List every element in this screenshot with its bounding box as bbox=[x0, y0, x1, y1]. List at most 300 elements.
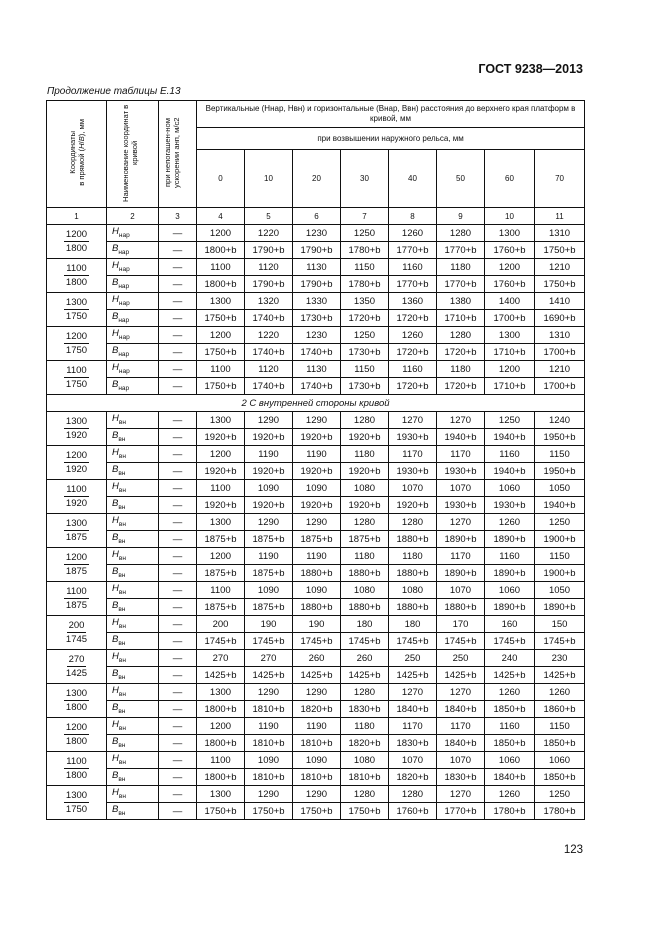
value-cell: 1740+b bbox=[245, 310, 293, 327]
coordinate-b: 1800 bbox=[65, 736, 88, 747]
value-cell: 1070 bbox=[389, 752, 437, 769]
value-cell: 1290 bbox=[293, 786, 341, 803]
value-cell: 1060 bbox=[485, 480, 535, 497]
value-cell: 1750+b bbox=[197, 378, 245, 395]
table-row bbox=[47, 293, 585, 310]
column-number: 7 bbox=[341, 208, 389, 225]
value-cell: 1740+b bbox=[293, 344, 341, 361]
value-cell: 1740+b bbox=[293, 378, 341, 395]
value-cell: 1710+b bbox=[485, 378, 535, 395]
value-cell: 1260 bbox=[485, 514, 535, 531]
column-number: 10 bbox=[485, 208, 535, 225]
coordinate-symbol: $H_{вн}$ bbox=[107, 412, 159, 429]
value-cell: 1745+b bbox=[197, 633, 245, 650]
value-cell: 1180 bbox=[341, 718, 389, 735]
value-cell: 1190 bbox=[245, 548, 293, 565]
value-cell: 260 bbox=[293, 650, 341, 667]
value-cell: 1800+b bbox=[197, 735, 245, 752]
value-cell: 260 bbox=[341, 650, 389, 667]
table-row bbox=[47, 531, 585, 548]
value-cell: 1940+b bbox=[535, 497, 585, 514]
value-cell: 1120 bbox=[245, 361, 293, 378]
value-cell: 1950+b bbox=[535, 463, 585, 480]
acceleration-cell: — bbox=[159, 616, 197, 633]
coordinate-cell bbox=[47, 514, 107, 548]
acceleration-cell: — bbox=[159, 752, 197, 769]
value-cell: 1700+b bbox=[535, 344, 585, 361]
value-cell: 1810+b bbox=[293, 769, 341, 786]
header-subgroup-title: при возвышении наружного рельса, мм bbox=[197, 128, 585, 150]
value-cell: 1160 bbox=[485, 548, 535, 565]
value-cell: 180 bbox=[389, 616, 437, 633]
elevation-header: 60 bbox=[485, 150, 535, 208]
value-cell: 1800+b bbox=[197, 242, 245, 259]
value-cell: 1330 bbox=[293, 293, 341, 310]
acceleration-cell: — bbox=[159, 344, 197, 361]
table-row bbox=[47, 548, 585, 565]
value-cell: 1790+b bbox=[293, 242, 341, 259]
table-row bbox=[47, 514, 585, 531]
value-cell: 1210 bbox=[535, 259, 585, 276]
value-cell: 1380 bbox=[437, 293, 485, 310]
table-row bbox=[47, 310, 585, 327]
table-row bbox=[47, 599, 585, 616]
value-cell: 1890+b bbox=[437, 565, 485, 582]
elevation-header: 10 bbox=[245, 150, 293, 208]
coordinate-cell bbox=[47, 446, 107, 480]
coordinate-h: 1200 bbox=[65, 722, 88, 733]
value-cell: 1875+b bbox=[293, 531, 341, 548]
value-cell: 1880+b bbox=[293, 565, 341, 582]
value-cell: 1170 bbox=[437, 446, 485, 463]
coordinate-symbol: $H_{вн}$ bbox=[107, 718, 159, 735]
coordinate-h: 1100 bbox=[66, 484, 87, 495]
value-cell: 1890+b bbox=[485, 599, 535, 616]
acceleration-cell: — bbox=[159, 769, 197, 786]
table-row bbox=[47, 616, 585, 633]
coordinate-symbol: $H_{нар}$ bbox=[107, 293, 159, 310]
value-cell: 1300 bbox=[197, 786, 245, 803]
value-cell: 1720+b bbox=[389, 344, 437, 361]
value-cell: 1240 bbox=[535, 412, 585, 429]
value-cell: 1745+b bbox=[245, 633, 293, 650]
value-cell: 1150 bbox=[535, 718, 585, 735]
coordinate-symbol: $H_{нар}$ bbox=[107, 327, 159, 344]
value-cell: 1230 bbox=[293, 327, 341, 344]
acceleration-cell: — bbox=[159, 259, 197, 276]
value-cell: 230 bbox=[535, 650, 585, 667]
acceleration-cell: — bbox=[159, 446, 197, 463]
value-cell: 1425+b bbox=[245, 667, 293, 684]
coordinate-symbol: $H_{вн}$ bbox=[107, 684, 159, 701]
table-row bbox=[47, 259, 585, 276]
value-cell: 1770+b bbox=[389, 276, 437, 293]
value-cell: 1745+b bbox=[485, 633, 535, 650]
value-cell: 1270 bbox=[437, 786, 485, 803]
value-cell: 1290 bbox=[245, 514, 293, 531]
value-cell: 1060 bbox=[535, 752, 585, 769]
coordinate-b: 1920 bbox=[65, 498, 88, 509]
value-cell: 270 bbox=[245, 650, 293, 667]
acceleration-cell: — bbox=[159, 327, 197, 344]
acceleration-cell: — bbox=[159, 361, 197, 378]
column-number: 8 bbox=[389, 208, 437, 225]
value-cell: 1880+b bbox=[341, 599, 389, 616]
coordinate-symbol: $H_{вн}$ bbox=[107, 650, 159, 667]
value-cell: 1090 bbox=[245, 480, 293, 497]
elevation-header: 0 bbox=[197, 150, 245, 208]
value-cell: 1920+b bbox=[197, 497, 245, 514]
value-cell: 1170 bbox=[437, 548, 485, 565]
value-cell: 1875+b bbox=[197, 531, 245, 548]
value-cell: 1750+b bbox=[535, 276, 585, 293]
value-cell: 1745+b bbox=[341, 633, 389, 650]
value-cell: 1100 bbox=[197, 361, 245, 378]
value-cell: 1250 bbox=[535, 786, 585, 803]
value-cell: 1720+b bbox=[389, 310, 437, 327]
value-cell: 1180 bbox=[437, 259, 485, 276]
coordinate-symbol: $B_{нар}$ bbox=[107, 378, 159, 395]
header-group-title: Вертикальные (Hнар, Hвн) и горизонтальные (Внар, Ввн) расстояния до верхнего края платформ в кривой, мм bbox=[197, 101, 585, 128]
value-cell: 1940+b bbox=[437, 429, 485, 446]
value-cell: 1180 bbox=[341, 446, 389, 463]
value-cell: 1090 bbox=[245, 582, 293, 599]
value-cell: 1810+b bbox=[245, 735, 293, 752]
acceleration-cell: — bbox=[159, 548, 197, 565]
value-cell: 1300 bbox=[197, 684, 245, 701]
value-cell: 1880+b bbox=[389, 565, 437, 582]
value-cell: 1290 bbox=[293, 684, 341, 701]
value-cell: 1290 bbox=[293, 514, 341, 531]
coordinate-symbol: $H_{вн}$ bbox=[107, 752, 159, 769]
value-cell: 1830+b bbox=[341, 701, 389, 718]
column-number: 1 bbox=[47, 208, 107, 225]
value-cell: 1250 bbox=[341, 327, 389, 344]
value-cell: 1920+b bbox=[245, 429, 293, 446]
table-row bbox=[47, 446, 585, 463]
value-cell: 1070 bbox=[437, 480, 485, 497]
value-cell: 1700+b bbox=[485, 310, 535, 327]
value-cell: 1760+b bbox=[485, 242, 535, 259]
coordinate-symbol: $H_{вн}$ bbox=[107, 480, 159, 497]
acceleration-cell: — bbox=[159, 293, 197, 310]
value-cell: 1150 bbox=[535, 548, 585, 565]
value-cell: 1280 bbox=[389, 786, 437, 803]
value-cell: 1770+b bbox=[389, 242, 437, 259]
coordinate-symbol: $B_{вн}$ bbox=[107, 769, 159, 786]
value-cell: 1300 bbox=[197, 514, 245, 531]
value-cell: 1920+b bbox=[197, 429, 245, 446]
value-cell: 1830+b bbox=[437, 769, 485, 786]
section-row bbox=[47, 395, 585, 412]
coordinate-h: 1100 bbox=[66, 365, 87, 376]
document-code: ГОСТ 9238—2013 bbox=[478, 62, 583, 76]
coordinate-h: 1300 bbox=[65, 518, 88, 529]
coordinate-symbol: $B_{вн}$ bbox=[107, 599, 159, 616]
value-cell: 1160 bbox=[485, 718, 535, 735]
value-cell: 1875+b bbox=[197, 565, 245, 582]
coordinate-b: 1875 bbox=[65, 532, 88, 543]
coordinate-symbol: $B_{вн}$ bbox=[107, 667, 159, 684]
value-cell: 1270 bbox=[389, 684, 437, 701]
table-row bbox=[47, 582, 585, 599]
value-cell: 250 bbox=[437, 650, 485, 667]
value-cell: 1300 bbox=[197, 412, 245, 429]
coordinate-cell bbox=[47, 548, 107, 582]
coordinate-symbol: $B_{вн}$ bbox=[107, 429, 159, 446]
value-cell: 1745+b bbox=[293, 633, 341, 650]
table-row bbox=[47, 429, 585, 446]
value-cell: 160 bbox=[485, 616, 535, 633]
coordinate-b: 1800 bbox=[65, 702, 88, 713]
value-cell: 1190 bbox=[293, 548, 341, 565]
value-cell: 1425+b bbox=[389, 667, 437, 684]
value-cell: 1930+b bbox=[389, 429, 437, 446]
value-cell: 1250 bbox=[341, 225, 389, 242]
coordinate-symbol: $H_{вн}$ bbox=[107, 786, 159, 803]
table-row bbox=[47, 565, 585, 582]
value-cell: 1350 bbox=[341, 293, 389, 310]
value-cell: 1875+b bbox=[245, 599, 293, 616]
coordinate-b: 1800 bbox=[65, 243, 88, 254]
acceleration-cell: — bbox=[159, 667, 197, 684]
acceleration-cell: — bbox=[159, 531, 197, 548]
value-cell: 1750+b bbox=[245, 803, 293, 820]
value-cell: 1080 bbox=[341, 582, 389, 599]
value-cell: 1200 bbox=[197, 446, 245, 463]
value-cell: 1750+b bbox=[197, 803, 245, 820]
value-cell: 190 bbox=[293, 616, 341, 633]
value-cell: 1200 bbox=[485, 259, 535, 276]
value-cell: 1425+b bbox=[437, 667, 485, 684]
value-cell: 1200 bbox=[197, 225, 245, 242]
value-cell: 1875+b bbox=[341, 531, 389, 548]
table-row bbox=[47, 752, 585, 769]
value-cell: 1190 bbox=[245, 446, 293, 463]
value-cell: 1800+b bbox=[197, 276, 245, 293]
table-row bbox=[47, 667, 585, 684]
value-cell: 1880+b bbox=[437, 599, 485, 616]
value-cell: 1090 bbox=[293, 752, 341, 769]
value-cell: 1100 bbox=[197, 752, 245, 769]
value-cell: 1745+b bbox=[389, 633, 437, 650]
value-cell: 1280 bbox=[437, 225, 485, 242]
value-cell: 1130 bbox=[293, 361, 341, 378]
coordinate-b: 1425 bbox=[65, 668, 88, 679]
value-cell: 1090 bbox=[245, 752, 293, 769]
acceleration-cell: — bbox=[159, 225, 197, 242]
coordinate-symbol: $H_{вн}$ bbox=[107, 582, 159, 599]
acceleration-cell: — bbox=[159, 565, 197, 582]
value-cell: 1875+b bbox=[197, 599, 245, 616]
coordinate-cell bbox=[47, 650, 107, 684]
coordinate-b: 1920 bbox=[65, 430, 88, 441]
value-cell: 1260 bbox=[485, 786, 535, 803]
value-cell: 1850+b bbox=[485, 735, 535, 752]
value-cell: 1740+b bbox=[245, 378, 293, 395]
value-cell: 1425+b bbox=[341, 667, 389, 684]
value-cell: 1760+b bbox=[485, 276, 535, 293]
value-cell: 1080 bbox=[389, 582, 437, 599]
value-cell: 1310 bbox=[535, 225, 585, 242]
coordinate-cell bbox=[47, 684, 107, 718]
elevation-header: 70 bbox=[535, 150, 585, 208]
value-cell: 1100 bbox=[197, 259, 245, 276]
value-cell: 1300 bbox=[485, 225, 535, 242]
coordinate-h: 1300 bbox=[65, 416, 88, 427]
value-cell: 1320 bbox=[245, 293, 293, 310]
value-cell: 1750+b bbox=[535, 242, 585, 259]
value-cell: 1690+b bbox=[535, 310, 585, 327]
value-cell: 1920+b bbox=[389, 497, 437, 514]
value-cell: 1090 bbox=[293, 582, 341, 599]
value-cell: 1290 bbox=[245, 412, 293, 429]
value-cell: 1300 bbox=[485, 327, 535, 344]
value-cell: 1810+b bbox=[245, 701, 293, 718]
value-cell: 1840+b bbox=[437, 735, 485, 752]
value-cell: 1425+b bbox=[535, 667, 585, 684]
value-cell: 1180 bbox=[341, 548, 389, 565]
coordinate-b: 1800 bbox=[65, 277, 88, 288]
value-cell: 1200 bbox=[197, 718, 245, 735]
value-cell: 1170 bbox=[389, 718, 437, 735]
value-cell: 1860+b bbox=[535, 701, 585, 718]
value-cell: 1920+b bbox=[341, 463, 389, 480]
value-cell: 1930+b bbox=[437, 463, 485, 480]
value-cell: 1180 bbox=[389, 548, 437, 565]
value-cell: 1160 bbox=[389, 259, 437, 276]
value-cell: 1820+b bbox=[389, 769, 437, 786]
coordinate-symbol: $H_{нар}$ bbox=[107, 361, 159, 378]
value-cell: 1280 bbox=[341, 412, 389, 429]
table-row bbox=[47, 242, 585, 259]
value-cell: 1300 bbox=[197, 293, 245, 310]
header-acceleration: при непогашен-ном ускорении aнп, м/с2 bbox=[159, 101, 197, 208]
coordinate-symbol: $B_{вн}$ bbox=[107, 531, 159, 548]
coordinate-symbol: $H_{вн}$ bbox=[107, 514, 159, 531]
value-cell: 1940+b bbox=[485, 429, 535, 446]
value-cell: 1080 bbox=[341, 752, 389, 769]
value-cell: 1850+b bbox=[535, 735, 585, 752]
column-number: 5 bbox=[245, 208, 293, 225]
coordinate-b: 1750 bbox=[65, 379, 88, 390]
acceleration-cell: — bbox=[159, 582, 197, 599]
elevation-header: 20 bbox=[293, 150, 341, 208]
coordinate-symbol: $B_{вн}$ bbox=[107, 565, 159, 582]
value-cell: 1270 bbox=[437, 412, 485, 429]
value-cell: 1050 bbox=[535, 582, 585, 599]
coordinate-symbol: $H_{вн}$ bbox=[107, 616, 159, 633]
coordinate-cell bbox=[47, 582, 107, 616]
table-row bbox=[47, 276, 585, 293]
value-cell: 1750+b bbox=[197, 310, 245, 327]
column-number: 4 bbox=[197, 208, 245, 225]
value-cell: 1750+b bbox=[197, 344, 245, 361]
value-cell: 1750+b bbox=[341, 803, 389, 820]
value-cell: 1230 bbox=[293, 225, 341, 242]
value-cell: 1920+b bbox=[245, 497, 293, 514]
value-cell: 1790+b bbox=[293, 276, 341, 293]
acceleration-cell: — bbox=[159, 701, 197, 718]
coordinate-h: 1100 bbox=[66, 756, 87, 767]
value-cell: 1710+b bbox=[485, 344, 535, 361]
value-cell: 1890+b bbox=[485, 531, 535, 548]
acceleration-cell: — bbox=[159, 242, 197, 259]
coordinate-cell bbox=[47, 752, 107, 786]
value-cell: 1930+b bbox=[389, 463, 437, 480]
value-cell: 1170 bbox=[389, 446, 437, 463]
coordinate-b: 1750 bbox=[65, 311, 88, 322]
coordinate-cell bbox=[47, 225, 107, 259]
table-row bbox=[47, 701, 585, 718]
header-coordinate-name: Наименование координат в кривой bbox=[107, 101, 159, 208]
column-number: 3 bbox=[159, 208, 197, 225]
value-cell: 1770+b bbox=[437, 276, 485, 293]
coordinate-b: 1875 bbox=[65, 566, 88, 577]
table-row bbox=[47, 769, 585, 786]
coordinate-b: 1750 bbox=[65, 345, 88, 356]
elevation-header: 30 bbox=[341, 150, 389, 208]
value-cell: 1400 bbox=[485, 293, 535, 310]
value-cell: 1880+b bbox=[389, 531, 437, 548]
value-cell: 1940+b bbox=[485, 463, 535, 480]
acceleration-cell: — bbox=[159, 480, 197, 497]
coordinate-symbol: $B_{вн}$ bbox=[107, 497, 159, 514]
acceleration-cell: — bbox=[159, 514, 197, 531]
value-cell: 1730+b bbox=[293, 310, 341, 327]
acceleration-cell: — bbox=[159, 735, 197, 752]
value-cell: 1800+b bbox=[197, 701, 245, 718]
coordinate-symbol: $B_{вн}$ bbox=[107, 701, 159, 718]
value-cell: 200 bbox=[197, 616, 245, 633]
coordinate-cell bbox=[47, 293, 107, 327]
table-row bbox=[47, 361, 585, 378]
table-row bbox=[47, 327, 585, 344]
value-cell: 1930+b bbox=[437, 497, 485, 514]
value-cell: 240 bbox=[485, 650, 535, 667]
value-cell: 1920+b bbox=[245, 463, 293, 480]
coordinate-h: 1100 bbox=[66, 586, 87, 597]
value-cell: 1260 bbox=[535, 684, 585, 701]
value-cell: 1250 bbox=[535, 514, 585, 531]
table-row bbox=[47, 344, 585, 361]
value-cell: 1150 bbox=[535, 446, 585, 463]
coordinate-b: 1750 bbox=[65, 804, 88, 815]
value-cell: 1425+b bbox=[293, 667, 341, 684]
table-row bbox=[47, 684, 585, 701]
coordinate-h: 200 bbox=[68, 620, 85, 631]
coordinate-h: 1200 bbox=[65, 229, 88, 240]
elevation-header: 50 bbox=[437, 150, 485, 208]
value-cell: 1150 bbox=[341, 361, 389, 378]
value-cell: 1270 bbox=[437, 684, 485, 701]
value-cell: 1720+b bbox=[437, 378, 485, 395]
value-cell: 1920+b bbox=[341, 497, 389, 514]
value-cell: 1190 bbox=[293, 718, 341, 735]
value-cell: 1770+b bbox=[437, 242, 485, 259]
table-row bbox=[47, 735, 585, 752]
value-cell: 1260 bbox=[389, 327, 437, 344]
column-number: 6 bbox=[293, 208, 341, 225]
coordinate-cell bbox=[47, 412, 107, 446]
value-cell: 1220 bbox=[245, 225, 293, 242]
value-cell: 1875+b bbox=[245, 531, 293, 548]
value-cell: 1720+b bbox=[437, 344, 485, 361]
coordinate-symbol: $B_{вн}$ bbox=[107, 803, 159, 820]
value-cell: 1710+b bbox=[437, 310, 485, 327]
value-cell: 180 bbox=[341, 616, 389, 633]
value-cell: 1060 bbox=[485, 752, 535, 769]
